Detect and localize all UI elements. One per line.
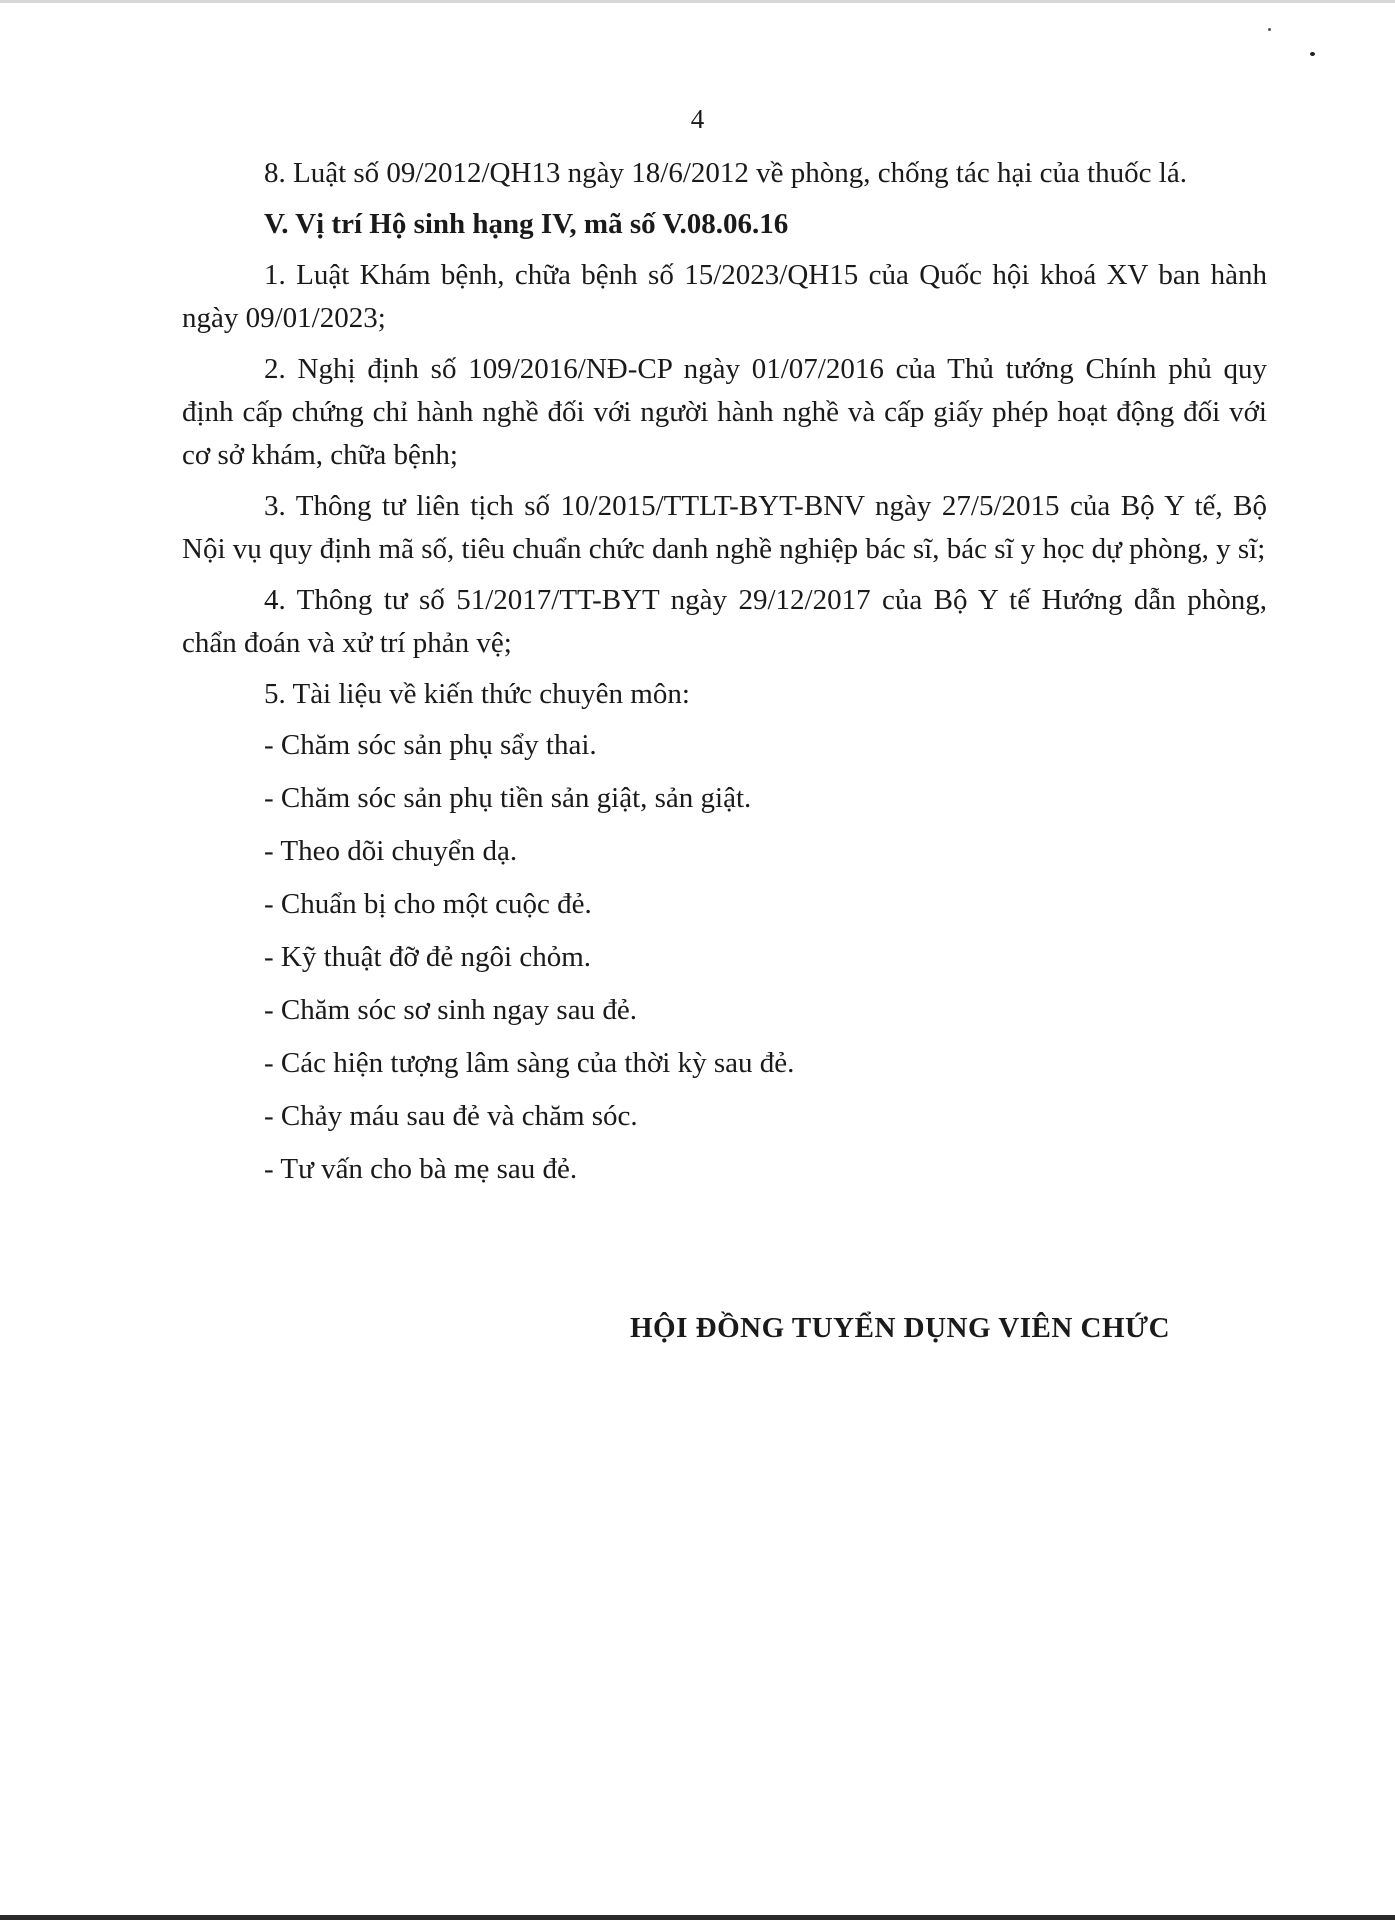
paragraph-item-2: 2. Nghị định số 109/2016/NĐ-CP ngày 01/07/2016 của Thủ tướng Chính phủ quy định cấp chứng chỉ hành nghề đối với người hành nghề và cấp giấy phép hoạt động đối với cơ sở khám, chữa bệnh; [182,353,1267,471]
paragraph-item-8: 8. Luật số 09/2012/QH13 ngày 18/6/2012 về phòng, chống tác hại của thuốc lá. [264,157,1187,189]
scan-bottom-edge [0,1915,1395,1920]
list-item: - Các hiện tượng lâm sàng của thời kỳ sau đẻ. [264,1047,795,1079]
list-item: - Tư vấn cho bà mẹ sau đẻ. [264,1153,578,1185]
document-body [182,152,1267,1201]
page-number: 4 [690,104,705,134]
list-item: - Chăm sóc sơ sinh ngay sau đẻ. [264,994,637,1026]
bullet-list [182,724,1267,1191]
list-item: - Chăm sóc sản phụ sẩy thai. [264,729,597,761]
paragraph-item-4: 4. Thông tư số 51/2017/TT-BYT ngày 29/12/2017 của Bộ Y tế Hướng dẫn phòng, chẩn đoán và xử trí phản vệ; [182,584,1267,659]
paragraph-item-1: 1. Luật Khám bệnh, chữa bệnh số 15/2023/QH15 của Quốc hội khoá XV ban hành ngày 09/01/2023; [182,259,1267,334]
list-item: - Chảy máu sau đẻ và chăm sóc. [264,1100,638,1132]
list-item: - Kỹ thuật đỡ đẻ ngôi chỏm. [264,941,592,973]
paragraph-item-5: 5. Tài liệu về kiến thức chuyên môn: [264,678,690,710]
section-heading: V. Vị trí Hộ sinh hạng IV, mã số V.08.06.16 [264,208,789,240]
signature-block: HỘI ĐỒNG TUYỂN DỤNG VIÊN CHỨC [630,1312,1171,1344]
list-item: - Theo dõi chuyển dạ. [264,835,518,867]
scan-speck [1268,28,1271,31]
list-item: - Chuẩn bị cho một cuộc đẻ. [264,888,592,920]
list-item: - Chăm sóc sản phụ tiền sản giật, sản giật. [264,782,752,814]
scan-top-edge [0,0,1395,3]
scan-speck [1310,52,1315,56]
paragraph-item-3: 3. Thông tư liên tịch số 10/2015/TTLT-BYT-BNV ngày 27/5/2015 của Bộ Y tế, Bộ Nội vụ quy định mã số, tiêu chuẩn chức danh nghề nghiệp bác sĩ, bác sĩ y học dự phòng, y sĩ; [182,490,1267,565]
